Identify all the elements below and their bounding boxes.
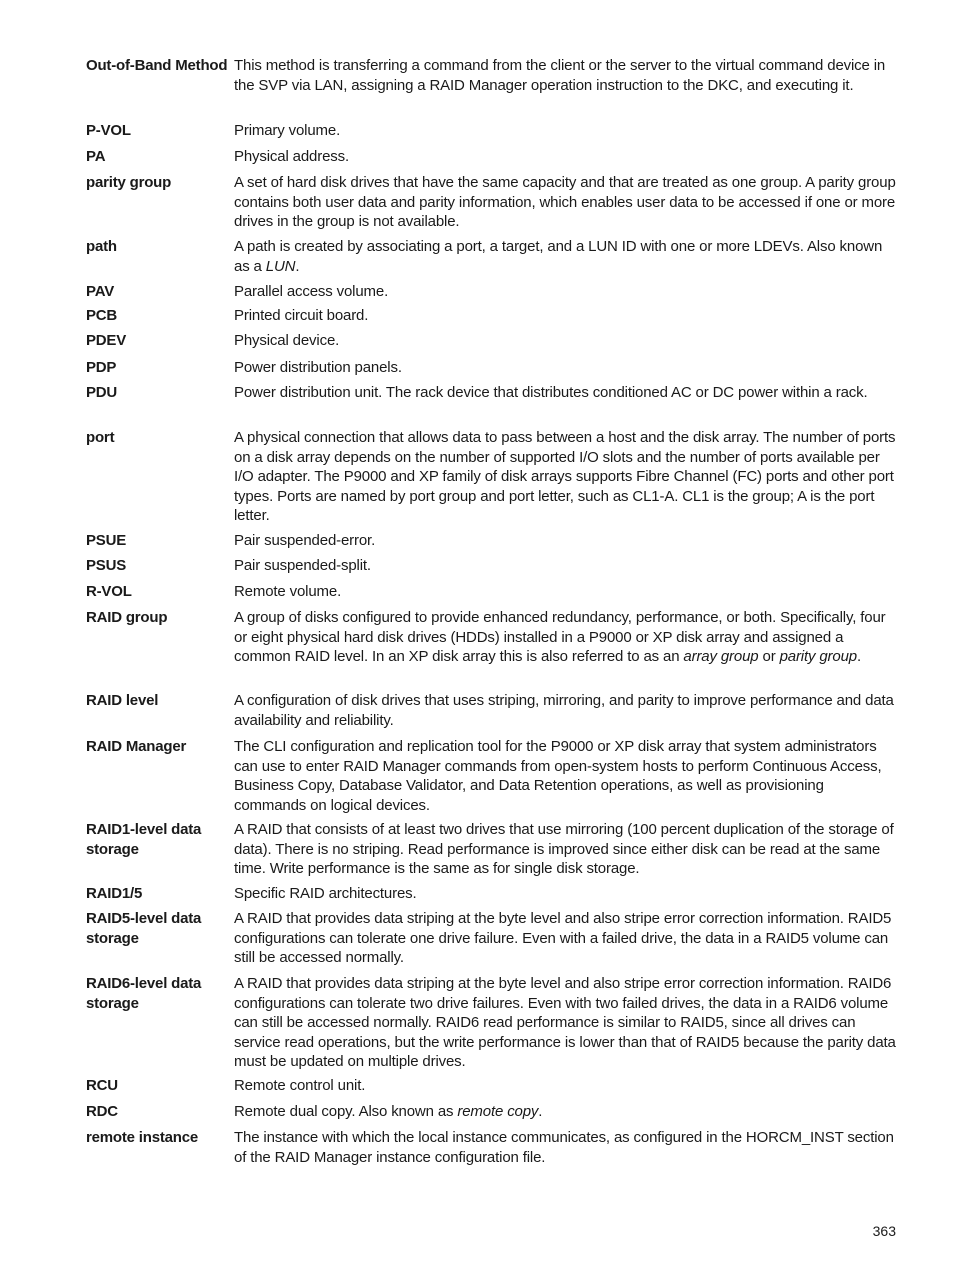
glossary-entry	[86, 909, 898, 968]
definition-text: The instance with which the local instance communicates, as configured in the HORCM_INST section of the RAID Manager instance configuration file.	[234, 1129, 894, 1166]
glossary-entry	[86, 1076, 898, 1096]
glossary-term: RAID6-level data storage	[86, 975, 202, 1012]
glossary-entry	[86, 582, 898, 602]
glossary-entry	[86, 608, 898, 667]
glossary-term: RAID1/5	[86, 885, 143, 902]
glossary-entry	[86, 383, 898, 403]
definition-text: A group of disks configured to provide enhanced redundancy, performance, or both. Specifically, four or eight physical hard disk drives (HDDs) installed in a P9000 or XP disk array and assigned a common RAID level. In an XP disk array this is also referred to as an	[234, 609, 886, 665]
definition-text: A path is created by associating a port, a target, and a LUN ID with one or more LDEVs. Also known as a	[234, 238, 883, 275]
definition-text: A RAID that provides data striping at the byte level and also stripe error correction information. RAID6 configurations can tolerate two drive failures. Even with two failed drives, the data in a RAID6 volume can still be accessed normally. RAID6 read performance is similar to RAID5, since all drives can service read operations, but the write performance is lower than that of RAID5 because the parity data must be updated on multiple drives.	[234, 975, 896, 1070]
glossary-definition	[234, 331, 898, 351]
glossary-entry	[86, 331, 898, 351]
definition-text: Remote dual copy. Also known as	[234, 1103, 458, 1120]
glossary-entry	[86, 282, 898, 302]
glossary-entry	[86, 556, 898, 576]
glossary-entry	[86, 147, 898, 167]
glossary-term: RCU	[86, 1077, 118, 1094]
definition-emphasis: array group	[683, 648, 759, 665]
glossary-term: PCB	[86, 307, 118, 324]
glossary-definition	[234, 1102, 898, 1122]
glossary-entry	[86, 884, 898, 904]
glossary-definition	[234, 1128, 898, 1167]
glossary-term: PDU	[86, 384, 118, 401]
definition-text: A physical connection that allows data to pass between a host and the disk array. The number of ports on a disk array depends on the number of supported I/O slots and the number of ports available per I/O adapter. The P9000 and XP family of disk arrays supports Fibre Channel (FC) ports and other port types. Ports are named by port group and port letter, such as CL1-A. CL1 is the group; A is the port letter.	[234, 429, 896, 524]
definition-text: .	[856, 648, 862, 665]
glossary-entry	[86, 974, 898, 1072]
definition-text: Physical address.	[234, 148, 350, 165]
definition-text: Pair suspended-error.	[234, 532, 376, 549]
glossary-definition	[234, 556, 898, 576]
glossary-definition	[234, 358, 898, 378]
glossary-definition	[234, 531, 898, 551]
definition-text: .	[538, 1103, 543, 1120]
definition-text: Remote control unit.	[234, 1077, 366, 1094]
definition-emphasis: parity group	[779, 648, 857, 665]
glossary-term: port	[86, 429, 115, 446]
definition-text: Printed circuit board.	[234, 307, 369, 324]
glossary-term: PDP	[86, 359, 117, 376]
definition-text: Remote volume.	[234, 583, 342, 600]
definition-text: Physical device.	[234, 332, 340, 349]
glossary-definition	[234, 582, 898, 602]
glossary-entry	[86, 121, 898, 141]
glossary-entry	[86, 531, 898, 551]
glossary-term: PDEV	[86, 332, 127, 349]
glossary-term: PAV	[86, 283, 115, 300]
glossary-entry	[86, 306, 898, 326]
glossary-entry	[86, 358, 898, 378]
glossary-entry	[86, 820, 898, 879]
glossary-definition	[234, 173, 898, 232]
definition-text: Power distribution unit. The rack device that distributes conditioned AC or DC power within a rack.	[234, 384, 868, 401]
glossary-term: P-VOL	[86, 122, 131, 139]
glossary-term: RAID level	[86, 692, 159, 709]
glossary-term: RAID group	[86, 609, 168, 626]
glossary-definition	[234, 383, 898, 403]
glossary-definition	[234, 884, 898, 904]
page-number: 363	[872, 1223, 896, 1239]
glossary-definition	[234, 428, 898, 526]
glossary-entry	[86, 691, 898, 730]
glossary-term: Out-of-Band Method	[86, 57, 228, 74]
glossary-term: remote instance	[86, 1129, 199, 1146]
glossary-definition	[234, 608, 898, 667]
glossary-term: parity group	[86, 174, 172, 191]
glossary-definition	[234, 237, 898, 276]
glossary-term: RAID Manager	[86, 738, 187, 755]
definition-text: Parallel access volume.	[234, 283, 389, 300]
glossary-entry	[86, 173, 898, 232]
definition-text: This method is transferring a command from the client or the server to the virtual command device in the SVP via LAN, assigning a RAID Manager operation instruction to the DKC, and executing it.	[234, 57, 886, 94]
definition-emphasis: remote copy	[457, 1103, 539, 1120]
definition-text: A RAID that consists of at least two drives that use mirroring (100 percent duplication of the storage of data). There is no striping. Read performance is improved since either disk can be read at the same time. Write performance is the same as for single disk storage.	[234, 821, 894, 877]
glossary-definition	[234, 147, 898, 167]
glossary-term: RAID1-level data storage	[86, 821, 202, 858]
glossary-term: PSUS	[86, 557, 127, 574]
glossary-definition	[234, 306, 898, 326]
definition-text: A set of hard disk drives that have the same capacity and that are treated as one group. A parity group contains both user data and parity information, which enables user data to be accessed if one or more drives in the group is not available.	[234, 174, 896, 230]
glossary-definition	[234, 974, 898, 1072]
glossary-definition	[234, 820, 898, 879]
definition-text: .	[295, 257, 300, 275]
glossary-entry	[86, 1102, 898, 1122]
definition-text: Specific RAID architectures.	[234, 885, 417, 902]
definition-text: Pair suspended-split.	[234, 557, 371, 574]
glossary-definition	[234, 121, 898, 141]
glossary-term: PSUE	[86, 532, 127, 549]
definition-text: Power distribution panels.	[234, 359, 402, 376]
glossary-entry	[86, 737, 898, 815]
definition-emphasis: LUN	[265, 257, 296, 275]
glossary-definition	[234, 909, 898, 968]
glossary-term: R-VOL	[86, 583, 132, 600]
glossary-definition	[234, 56, 898, 95]
definition-text: or	[758, 648, 780, 665]
glossary-term: PA	[86, 148, 106, 165]
glossary-term: RAID5-level data storage	[86, 910, 202, 947]
glossary-entry	[86, 428, 898, 526]
glossary-definition	[234, 282, 898, 302]
glossary-term: path	[86, 238, 117, 255]
definition-text: A configuration of disk drives that uses striping, mirroring, and parity to improve performance and data availability and reliability.	[234, 692, 894, 729]
glossary-definition	[234, 737, 898, 815]
glossary-entry	[86, 237, 898, 276]
glossary-term: RDC	[86, 1103, 118, 1120]
glossary-definition	[234, 1076, 898, 1096]
glossary-entry	[86, 56, 898, 95]
definition-text: Primary volume.	[234, 122, 341, 139]
definition-text: A RAID that provides data striping at the byte level and also stripe error correction information. RAID5 configurations can tolerate one drive failure. Even with a failed drive, the data in a RAID5 volume can still be accessed normally.	[234, 910, 892, 966]
glossary-definition	[234, 691, 898, 730]
glossary-entry	[86, 1128, 898, 1167]
definition-text: The CLI configuration and replication tool for the P9000 or XP disk array that system administrators can use to enter RAID Manager commands from open-system hosts to perform Continuous Access, Business Copy, Database Validator, and Data Retention operations, as well as provisioning commands on logical devices.	[234, 738, 882, 814]
